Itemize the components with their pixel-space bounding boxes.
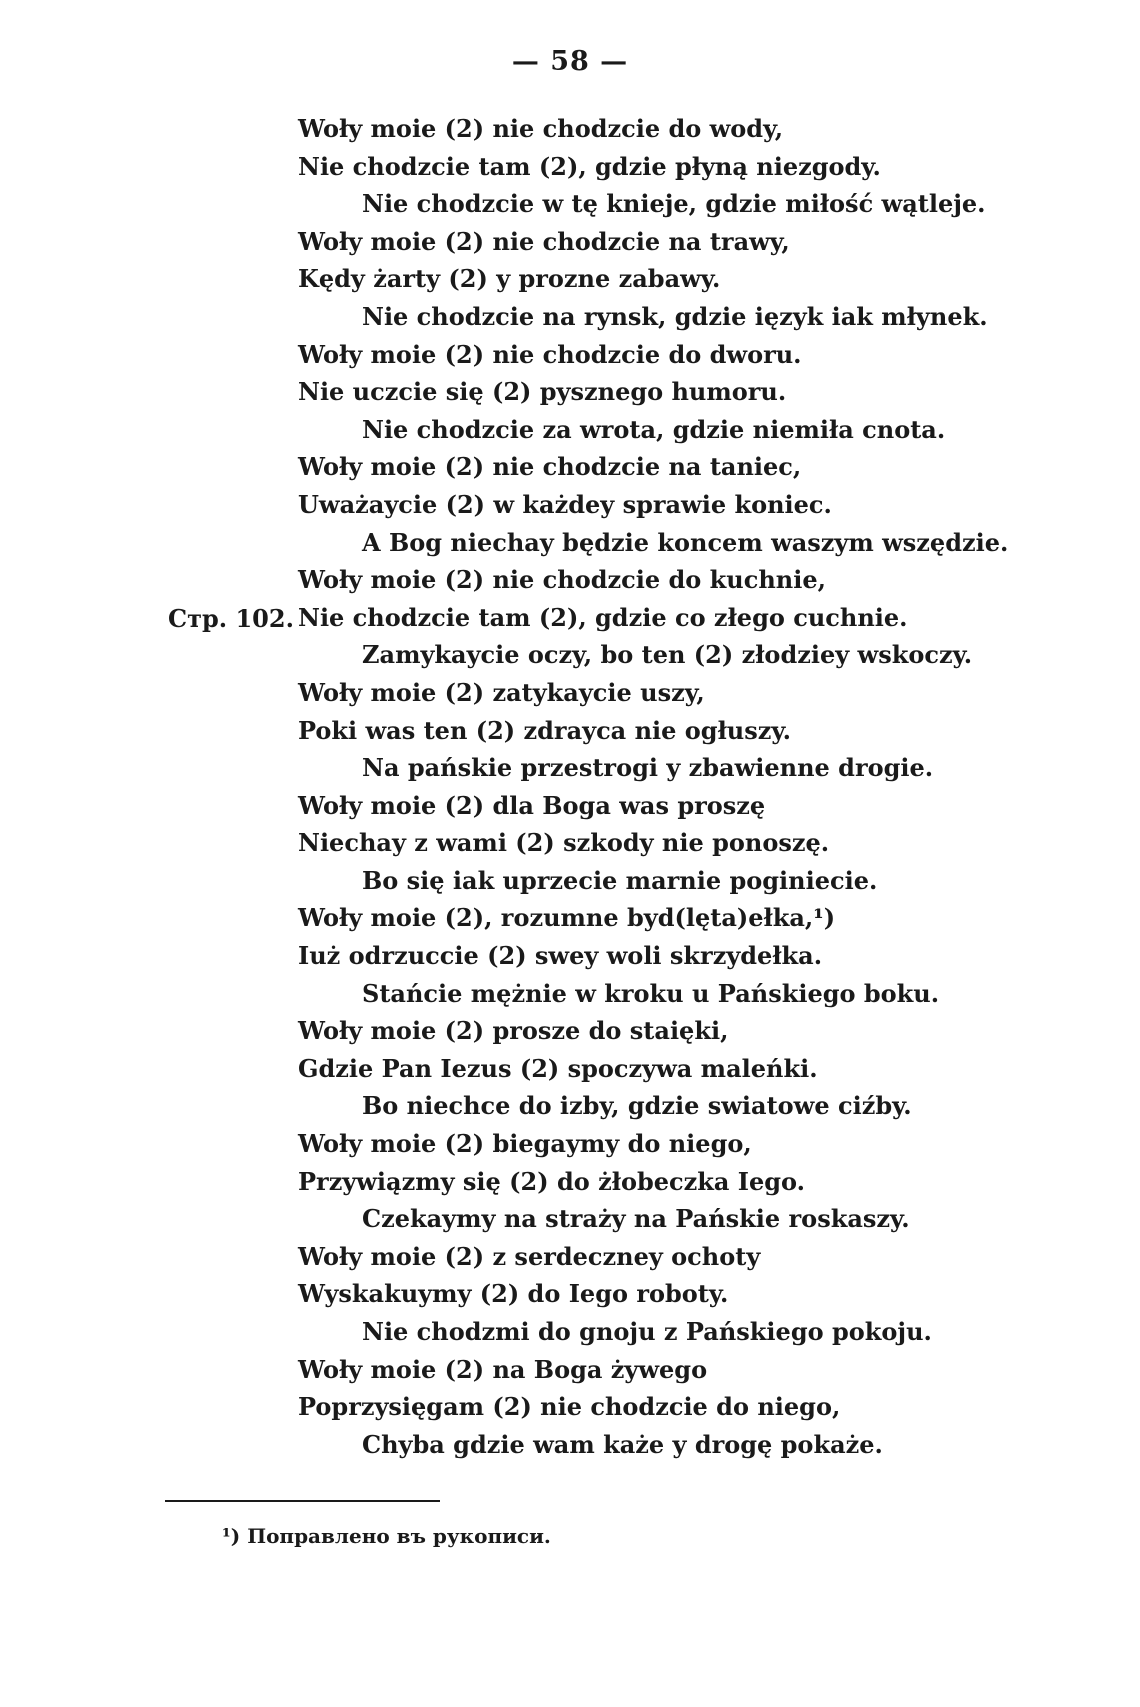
poem-line: Nie chodzcie za wrota, gdzie niemiła cnota. xyxy=(362,414,946,444)
page-number: — 58 — xyxy=(511,46,629,77)
poem-line: Woły moie (2) prosze do staięki, xyxy=(298,1016,729,1046)
footnote-text: Поправлено въ рукописи. xyxy=(247,1524,551,1548)
poem-line: Woły moie (2) dla Boga was proszę xyxy=(298,790,766,820)
poem-line: Bo niechce do izby, gdzie swiatowe ciźby. xyxy=(362,1091,912,1121)
poem-line: Chyba gdzie wam każe y drogę pokaże. xyxy=(362,1429,883,1459)
poem-line: Woły moie (2) zatykaycie uszy, xyxy=(298,677,705,707)
poem-line: Nie chodzcie w tę knieje, gdzie miłość wątleje. xyxy=(362,189,986,219)
poem-line: Iuż odrzuccie (2) swey woli skrzydełka. xyxy=(298,941,823,971)
poem-line: Poki was ten (2) zdrayca nie ogłuszy. xyxy=(298,715,791,745)
poem-line: Wyskakuymy (2) do Iego roboty. xyxy=(298,1279,729,1309)
poem-line: Na pańskie przestrogi y zbawienne drogie. xyxy=(362,753,934,783)
poem-line: Woły moie (2) nie chodzcie na trawy, xyxy=(298,226,790,256)
poem-line: Bo się iak uprzecie marnie poginiecie. xyxy=(362,865,878,895)
poem-line: Uważaycie (2) w każdey sprawie koniec. xyxy=(298,489,832,519)
poem-line: Nie uczcie się (2) pysznego humoru. xyxy=(298,377,787,407)
poem-line: Niechay z wami (2) szkody nie ponoszę. xyxy=(298,828,830,858)
poem-line: Woły moie (2) nie chodzcie do dworu. xyxy=(298,339,802,369)
margin-note-page-reference: Стр. 102. xyxy=(168,604,294,633)
poem-line: Woły moie (2) biegaymy do niego, xyxy=(298,1129,752,1159)
poem-line: Nie chodzcie tam (2), gdzie płyną niezgody. xyxy=(298,151,881,181)
poem-line: Czekaymy na straży na Pańskie roskaszy. xyxy=(362,1204,910,1234)
poem-text xyxy=(298,110,1118,1463)
poem-line: Woły moie (2), rozumne byd(lęta)ełka,¹) xyxy=(298,903,836,933)
poem-line: Woły moie (2) nie chodzcie do kuchnie, xyxy=(298,565,826,595)
poem-line: Woły moie (2) na Boga żywego xyxy=(298,1354,708,1384)
poem-line: Poprzysięgam (2) nie chodzcie do niego, xyxy=(298,1392,841,1422)
poem-line: Woły moie (2) nie chodzcie na taniec, xyxy=(298,452,802,482)
footnote xyxy=(222,1524,551,1548)
poem-line: Nie chodzmi do gnoju z Pańskiego pokoju. xyxy=(362,1317,932,1346)
poem-line: Kędy żarty (2) y prozne zabawy. xyxy=(298,264,721,294)
poem-line: Woły moie (2) z serdeczney ochoty xyxy=(298,1241,761,1271)
poem-line: Zamykaycie oczy, bo ten (2) złodziey wskoczy. xyxy=(362,640,973,670)
poem-line: Stańcie mężnie w kroku u Pańskiego boku. xyxy=(362,978,940,1008)
poem-line: A Bog niechay będzie koncem waszym wszędzie. xyxy=(362,527,1009,557)
poem-line: Przywiązmy się (2) do żłobeczka Iego. xyxy=(298,1166,805,1196)
poem-line: Woły moie (2) nie chodzcie do wody, xyxy=(298,114,784,143)
poem-line: Gdzie Pan Iezus (2) spoczywa maleńki. xyxy=(298,1053,818,1083)
poem-line: Nie chodzcie na rynsk, gdzie ięzyk iak młynek. xyxy=(362,301,988,331)
poem-line: Nie chodzcie tam (2), gdzie co złego cuchnie. xyxy=(298,602,908,632)
footnote-divider xyxy=(165,1500,440,1502)
footnote-marker: ¹) xyxy=(222,1524,241,1548)
